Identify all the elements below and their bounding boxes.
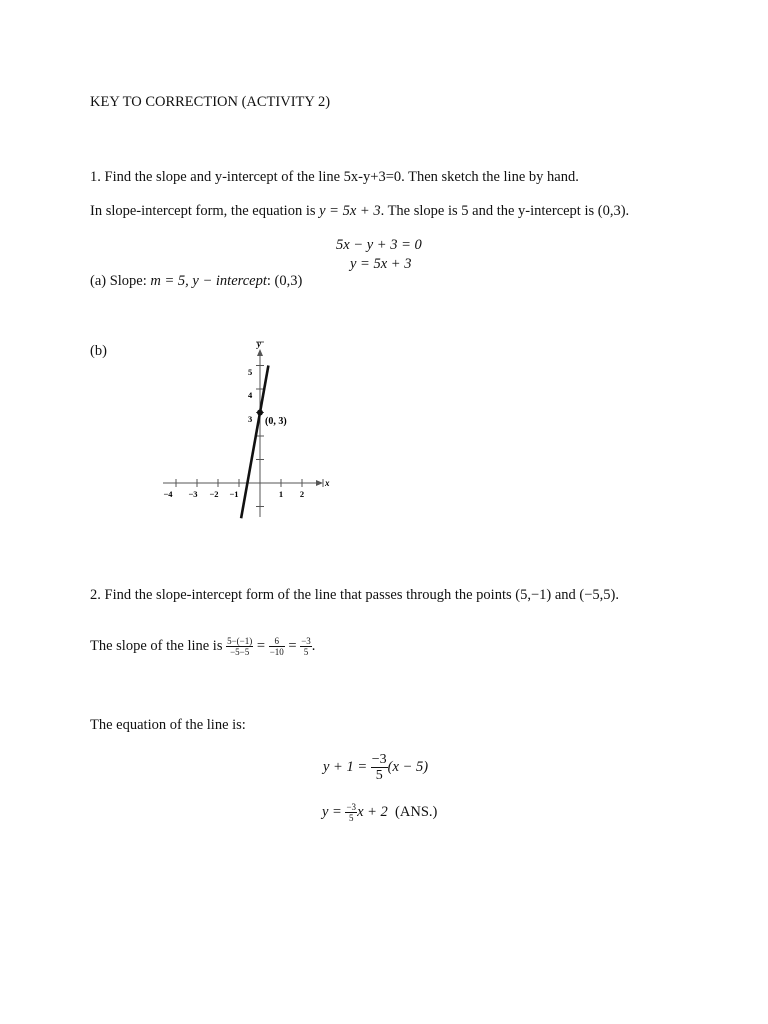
line-graph [155, 335, 340, 525]
fraction-numerator: 6 [269, 636, 285, 647]
q1-intro-equation: y = 5x + 3 [319, 203, 381, 219]
q2-slope-line [90, 636, 315, 657]
y-axis-arrow [257, 349, 263, 356]
fraction-numerator: 5−(−1) [227, 636, 253, 646]
fraction-denominator: −10 [269, 647, 284, 657]
plotted-line [241, 366, 268, 519]
eq2-right: x + 2 [357, 803, 388, 820]
slope-text: The slope of the line is [90, 637, 227, 654]
document-title: KEY TO CORRECTION (ACTIVITY 2) [90, 94, 331, 110]
q2-equation-intro: The equation of the line is: [90, 717, 246, 733]
question-2: 2. Find the slope-intercept form of the line that passes through the points (5,−1) and (−5,5). [90, 587, 619, 603]
x-axis-arrow [316, 480, 323, 486]
eq1-right: (x − 5) [387, 758, 429, 775]
question-1: 1. Find the slope and y-intercept of the line 5x-y+3=0. Then sketch the line by hand. [90, 169, 579, 185]
period: . [311, 637, 316, 654]
x-tick-label-neg3: −3 [188, 489, 198, 499]
eq1-fraction [371, 752, 388, 783]
q1-intro [90, 203, 629, 220]
y-tick-label-5: 5 [248, 367, 253, 377]
fraction-denominator: −5−5 [230, 647, 250, 657]
x-tick-label-1: 1 [278, 489, 284, 499]
eq2-left: y = [322, 803, 346, 820]
q1-equation-line-2: y = 5x + 3 [350, 256, 412, 272]
eq2-fraction [345, 802, 357, 823]
fraction-denominator: 5 [375, 768, 383, 783]
x-axis-label: x [325, 478, 330, 488]
fraction-denominator: 5 [349, 813, 354, 823]
part-a-rest: : (0,3) [266, 273, 303, 289]
fraction-numerator: −3 [301, 636, 311, 646]
part-a-math: m = 5, y − intercept [150, 273, 267, 289]
q2-point-slope-equation [323, 752, 428, 783]
y-tick-label-3: 3 [248, 414, 253, 424]
fraction-numerator: −3 [371, 752, 387, 767]
q1-part-b-label: (b) [90, 343, 107, 359]
slope-fraction-1 [226, 636, 253, 657]
slope-fraction-3 [300, 636, 312, 657]
x-tick-label-neg2: −2 [209, 489, 219, 499]
equals-sign: = [256, 637, 266, 654]
fraction-denominator: 5 [303, 647, 309, 657]
q1-equation-line-1: 5x − y + 3 = 0 [336, 237, 422, 253]
equals-sign: = [288, 637, 297, 654]
y-axis-label: y [257, 339, 261, 349]
y-tick-label-4: 4 [248, 390, 253, 400]
x-tick-label-neg4: −4 [163, 489, 173, 499]
x-tick-label-neg1: −1 [229, 489, 239, 499]
x-tick-label-2: 2 [299, 489, 305, 499]
q1-intro-text-a: In slope-intercept form, the equation is [90, 203, 320, 219]
answer-label: (ANS.) [395, 803, 438, 820]
slope-fraction-2 [269, 636, 285, 657]
q1-intro-text-b: . The slope is 5 and the y-intercept is (0,3). [380, 203, 630, 219]
fraction-numerator: −3 [346, 802, 357, 812]
y-intercept-label: (0, 3) [265, 416, 287, 427]
q2-answer-equation [322, 802, 437, 823]
y-intercept-point [257, 410, 263, 416]
eq1-left: y + 1 = [323, 758, 371, 775]
part-a-label: (a) Slope: [90, 273, 151, 289]
q1-part-a [90, 273, 302, 290]
